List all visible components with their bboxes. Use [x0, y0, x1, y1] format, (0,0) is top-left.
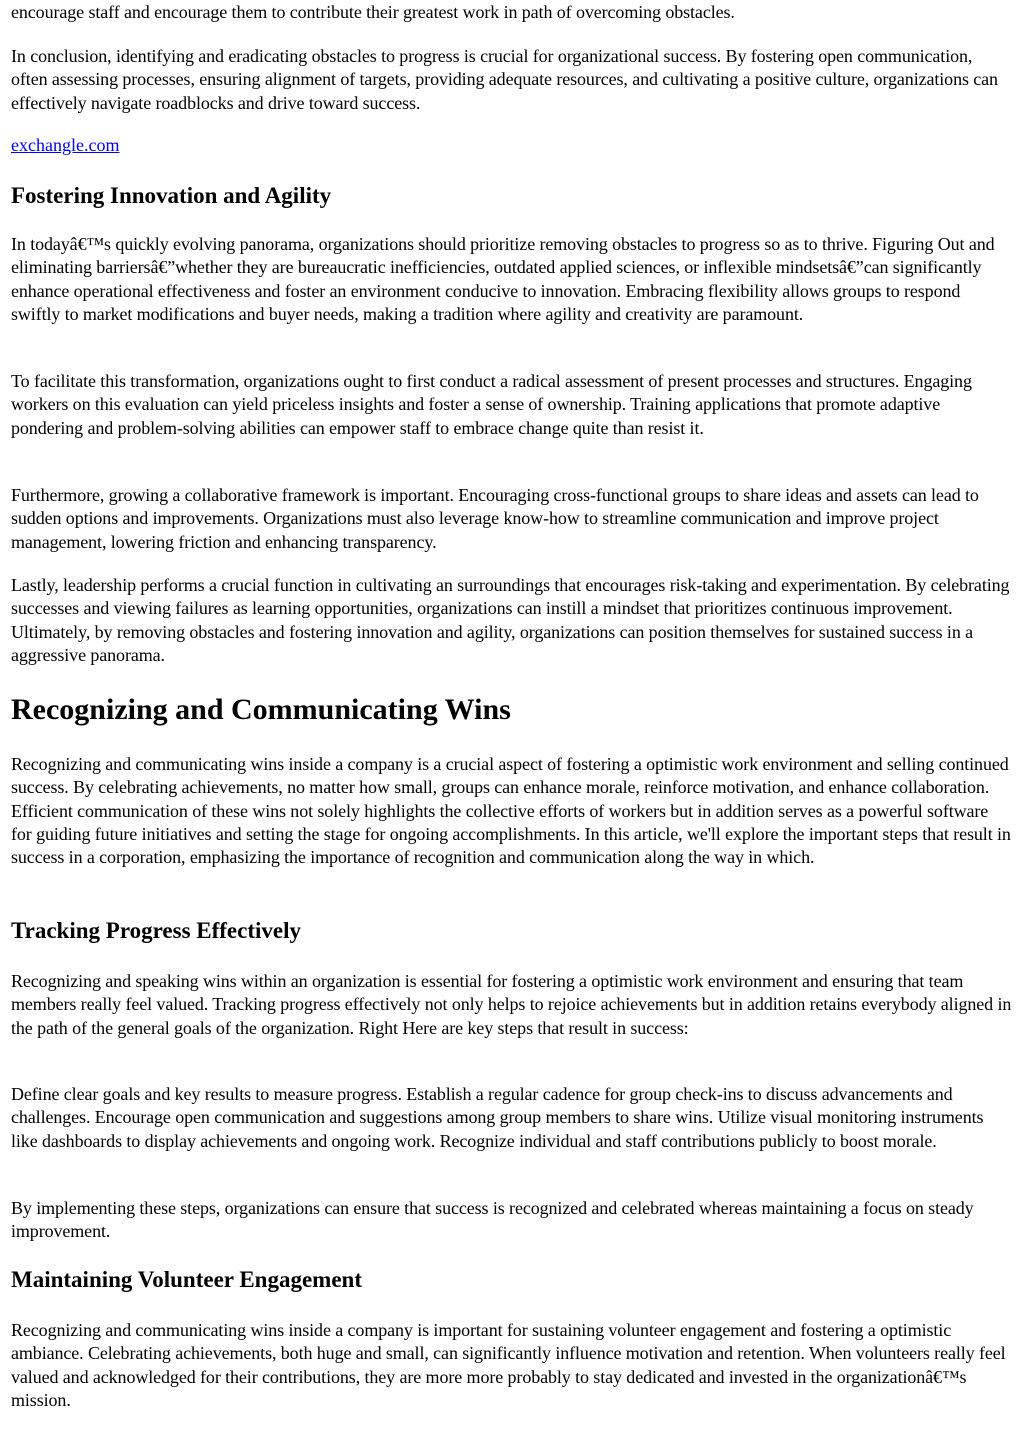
- paragraph-intro-fragment: encourage staff and encourage them to contribute their greatest work in path of overcoming obstacles.: [11, 2, 735, 22]
- source-link[interactable]: exchangle.com: [11, 135, 120, 155]
- paragraph-conclusion: In conclusion, identifying and eradicating obstacles to progress is crucial for organizational success. By fostering open communication, often assessing processes, ensuring alignment of targets, providing adequate resources, and cultivating a positive culture, organizations can effectively navigate roadblocks and drive toward success.: [11, 46, 998, 113]
- paragraph-tracking-steps: Define clear goals and key results to measure progress. Establish a regular cadence for group check-ins to discuss advancements and challenges. Encourage open communication and suggestions among group members to share wins. Utilize visual monitoring instruments like dashboards to display achievements and ongoing work. Recognize individual and staff contributions publicly to boost morale.: [11, 1084, 984, 1151]
- paragraph-fostering-4: Lastly, leadership performs a crucial function in cultivating an surroundings that encourages risk-taking and experimentation. By celebrating successes and viewing failures as learning opportunities, organizations can instill a mindset that prioritizes continuous improvement. Ultimately, by removing obstacles and fostering innovation and agility, organizations can position themselves for sustained success in a aggressive panorama.: [11, 575, 1010, 665]
- paragraph-recognizing-1: Recognizing and communicating wins inside a company is a crucial aspect of fostering a optimistic work environment and selling continued success. By celebrating achievements, no matter how small, groups can enhance morale, reinforce motivation, and enhance collaboration. Efficient communication of these wins not solely highlights the collective efforts of workers but in addition serves as a powerful software for guiding future initiatives and setting the stage for ongoing accomplishments. In this article, we'll explore the important steps that result in success in a corporation, emphasizing the importance of recognition and communication along the way in which.: [11, 754, 1011, 868]
- paragraph-fostering-3: Furthermore, growing a collaborative framework is important. Encouraging cross-functional groups to share ideas and assets can lead to sudden options and improvements. Organizations must also leverage know-how to streamline communication and improve project management, lowering friction and enhancing transparency.: [11, 485, 979, 552]
- heading-tracking-progress: Tracking Progress Effectively: [11, 918, 301, 943]
- paragraph-fostering-2: To facilitate this transformation, organizations ought to first conduct a radical assessment of present processes and structures. Engaging workers on this evaluation can yield priceless insights and foster a sense of ownership. Training applications that promote adaptive pondering and problem-solving abilities can empower staff to embrace change quite than resist it.: [11, 371, 972, 438]
- paragraph-tracking-2: By implementing these steps, organizations can ensure that success is recognized and celebrated whereas maintaining a focus on steady improvement.: [11, 1198, 974, 1242]
- paragraph-tracking-1: Recognizing and speaking wins within an organization is essential for fostering a optimistic work environment and ensuring that team members really feel valued. Tracking progress effectively not only helps to rejoice achievements but in addition retains everybody aligned in the path of the general goals of the organization. Right Here are key steps that result in success:: [11, 971, 1012, 1038]
- heading-recognizing-wins: Recognizing and Communicating Wins: [11, 693, 511, 726]
- heading-volunteer-engagement: Maintaining Volunteer Engagement: [11, 1267, 362, 1292]
- paragraph-volunteer-1: Recognizing and communicating wins inside a company is important for sustaining volunteer engagement and fostering a optimistic ambiance. Celebrating achievements, both huge and small, can significantly influence motivation and retention. When volunteers really feel valued and acknowledged for their contributions, they are more more probably to stay dedicated and invested in the organizationâ€™s mission.: [11, 1320, 1006, 1410]
- paragraph-fostering-1: In todayâ€™s quickly evolving panorama, organizations should prioritize removing obstacles to progress so as to thrive. Figuring Out and eliminating barriersâ€”whether they are bureaucratic inefficiencies, outdated applied sciences, or inflexible mindsetsâ€”can significantly enhance operational effectiveness and foster an environment conducive to innovation. Embracing flexibility allows groups to respond swiftly to market modifications and buyer needs, making a tradition where agility and creativity are paramount.: [11, 234, 995, 324]
- heading-fostering-innovation: Fostering Innovation and Agility: [11, 183, 332, 208]
